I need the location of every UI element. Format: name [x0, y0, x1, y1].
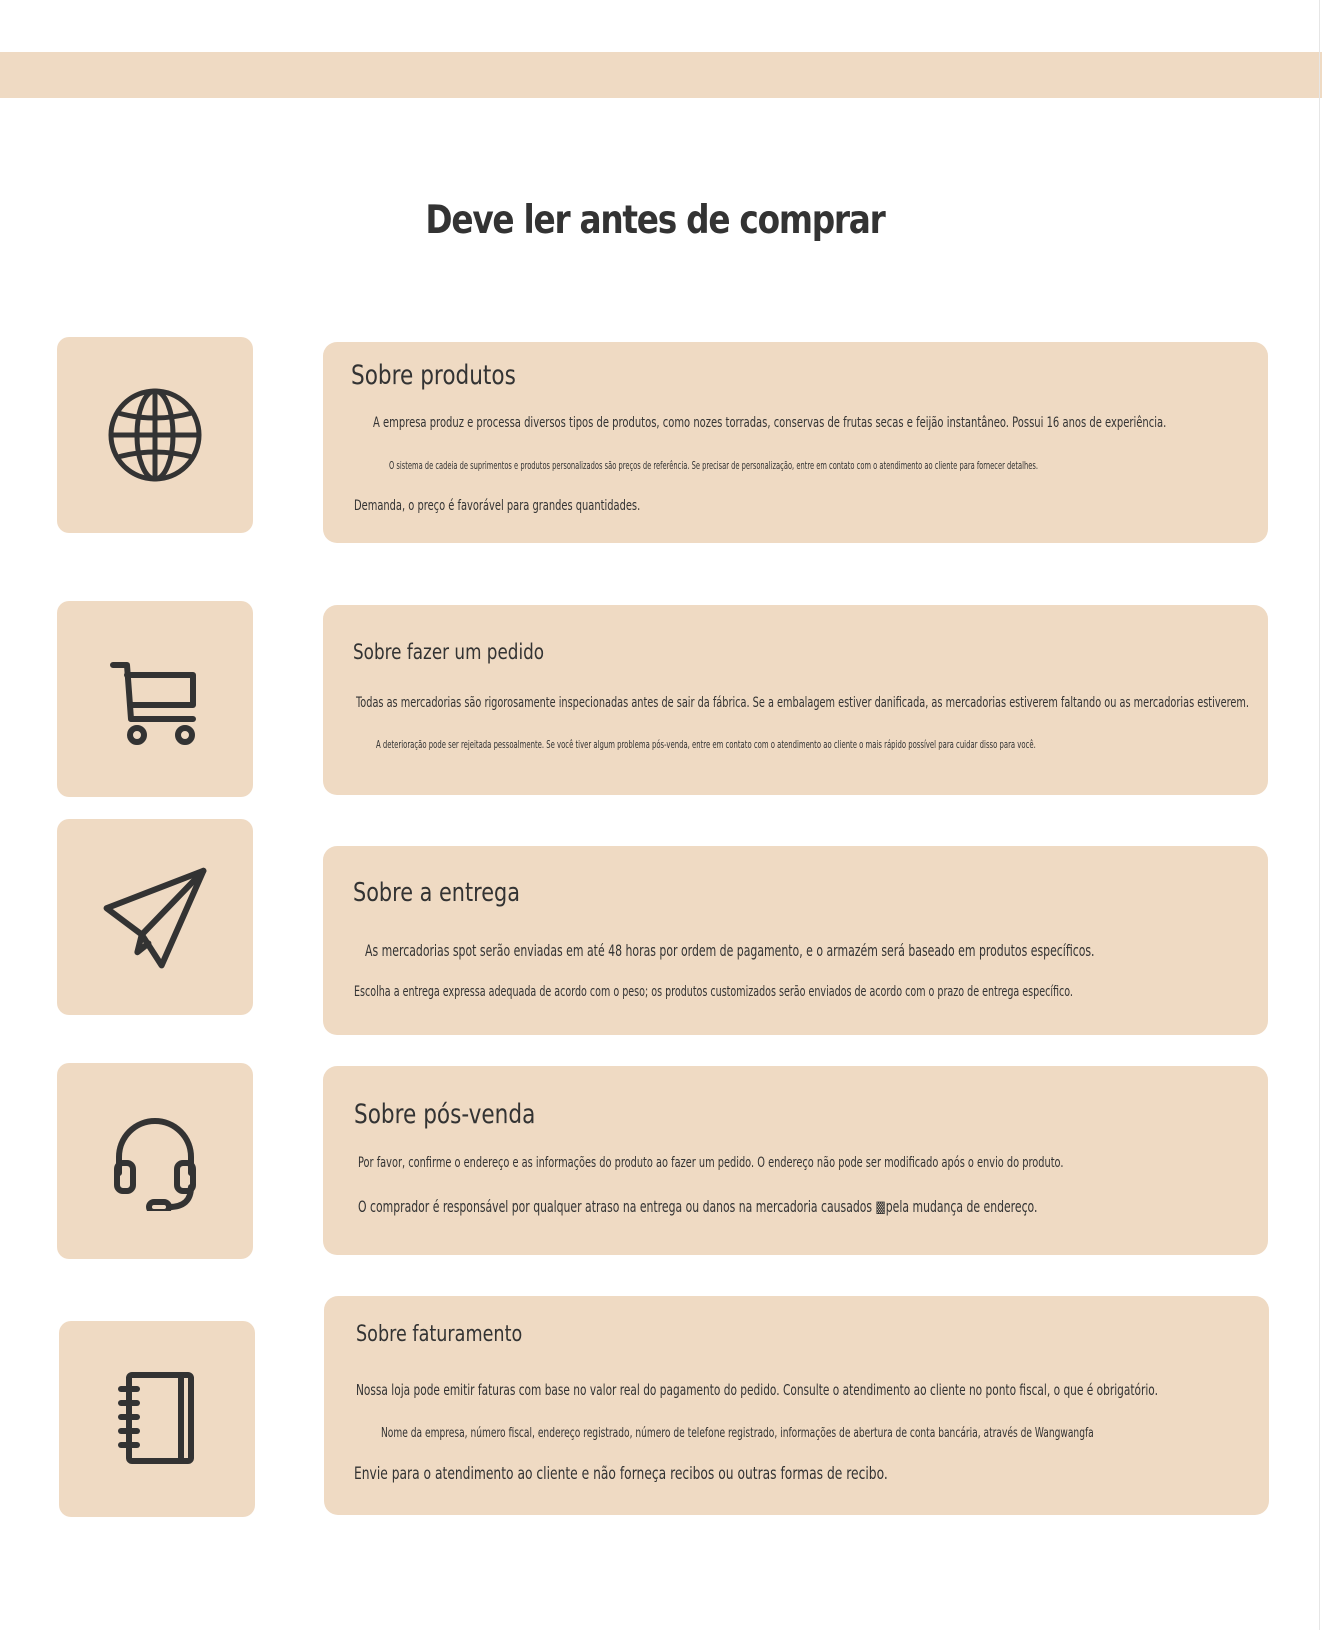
section-line: Nome da empresa, número fiscal, endereço registrado, número de telefone registrado, informações de abertura de conta bancária, através de Wangwangfa — [381, 1426, 1094, 1441]
section-line: Nossa loja pode emitir faturas com base no valor real do pagamento do pedido. Consulte o atendimento ao cliente no ponto fiscal, o que é obrigatório. — [356, 1381, 1158, 1399]
section-line: Envie para o atendimento ao cliente e não forneça recibos ou outras formas de recibo. — [354, 1464, 888, 1484]
products-icon-tile — [57, 337, 253, 533]
page-edge-divider — [1319, 0, 1320, 1630]
paper-plane-icon — [100, 862, 210, 972]
section-line: A empresa produz e processa diversos tipos de produtos, como nozes torradas, conservas de frutas secas e feijão instantâneo. Possui 16 anos de experiência. — [373, 415, 1167, 431]
delivery-icon-tile — [57, 819, 253, 1015]
globe-icon — [105, 385, 205, 485]
section-card-delivery — [323, 846, 1268, 1035]
notebook-icon — [107, 1369, 207, 1469]
section-card-after-sales — [323, 1066, 1268, 1255]
section-line: Por favor, confirme o endereço e as informações do produto ao fazer um pedido. O endereço não pode ser modificado após o envio do produto. — [358, 1155, 1064, 1171]
section-line: As mercadorias spot serão enviadas em até 48 horas por ordem de pagamento, e o armazém será baseado em produtos específicos. — [365, 941, 1095, 960]
section-title: Sobre faturamento — [356, 1322, 523, 1347]
section-title: Sobre produtos — [351, 360, 516, 391]
shopping-cart-icon — [105, 649, 205, 749]
invoicing-icon-tile — [59, 1321, 255, 1517]
section-card-invoicing — [324, 1296, 1269, 1515]
order-icon-tile — [57, 601, 253, 797]
after-sales-icon-tile — [57, 1063, 253, 1259]
section-line: O comprador é responsável por qualquer atraso na entrega ou danos na mercadoria causados ▩pela mudança de endereço. — [358, 1197, 1038, 1216]
top-banner-strip — [0, 52, 1322, 98]
section-line: Escolha a entrega expressa adequada de acordo com o peso; os produtos customizados serão enviados de acordo com o prazo de entrega específico. — [354, 984, 1073, 1000]
section-title: Sobre pós-venda — [354, 1099, 536, 1130]
section-line: Demanda, o preço é favorável para grandes quantidades. — [354, 498, 641, 514]
page-title: Deve ler antes de comprar — [425, 198, 885, 243]
section-title: Sobre a entrega — [353, 878, 520, 908]
section-line: O sistema de cadeia de suprimentos e produtos personalizados são preços de referência. Se precisar de personalização, entre em contato com o atendimento ao cliente para fornecer detalhes. — [389, 459, 1039, 472]
section-line: Todas as mercadorias são rigorosamente inspecionadas antes de sair da fábrica. Se a embalagem estiver danificada, as mercadorias estiverem faltando ou as mercadorias estiverem. — [356, 695, 1249, 711]
section-card-order — [323, 605, 1268, 795]
section-line: A deterioração pode ser rejeitada pessoalmente. Se você tiver algum problema pós-venda, entre em contato com o atendimento ao cliente o mais rápido possível para cuidar disso para você. — [376, 738, 1036, 751]
headset-icon — [105, 1111, 205, 1211]
section-title: Sobre fazer um pedido — [353, 640, 545, 664]
section-card-products — [323, 342, 1268, 543]
